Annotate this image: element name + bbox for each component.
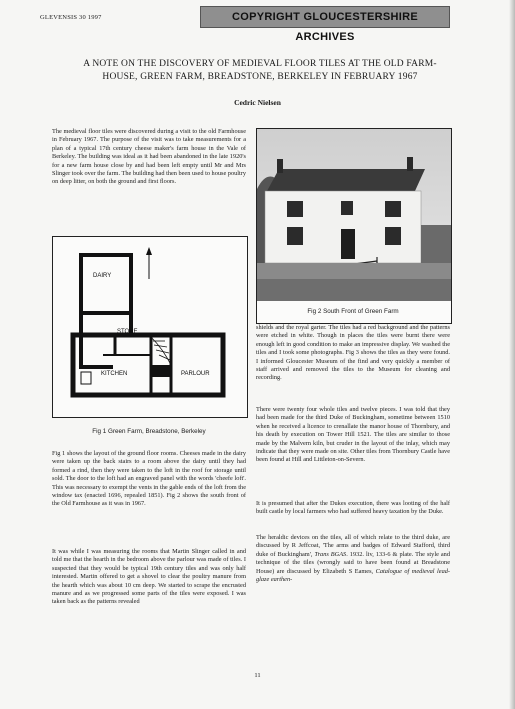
figure-2-box bbox=[256, 128, 452, 324]
right-paragraph-3: It is presumed that after the Dukes execution, there was looting of the half built castle by local farmers who had suffered heavy taxation by the Duke. bbox=[256, 500, 450, 516]
author-name: Cedric Nielsen bbox=[234, 98, 281, 107]
stair-symbol bbox=[151, 337, 171, 365]
journal-title: Trans BGAS bbox=[314, 550, 347, 558]
right-paragraph-2: There were twenty four whole tiles and twelve pieces. I was told that they had been made for the third Duke of Buckingham, sometime between 1510 when he received a licence to crenallate the manor house of Thornbury, and his death by execution on Tower Hill 1521. The tiles are similar to those made by the Malvern kiln, but cruder in the layout of the inlay, which may indicate that they were made on site. Other tiles from Thornbury Castle have been found at Hill and Littleton-on-Severn. bbox=[256, 406, 450, 464]
floor-plan-drawing bbox=[53, 237, 247, 417]
title-line-1: A NOTE ON THE DISCOVERY OF MEDIEVAL FLOOR TILES AT THE OLD FARM- bbox=[83, 59, 437, 69]
figure-2-caption: Fig 2 South Front of Green Farm bbox=[307, 308, 399, 315]
copyright-banner: COPYRIGHT GLOUCESTERSHIRE ARCHIVES bbox=[200, 6, 450, 28]
figure-1-box bbox=[52, 236, 248, 418]
label-store: STORE bbox=[117, 329, 138, 335]
figure-1-caption: Fig 1 Green Farm, Breadstone, Berkeley bbox=[92, 428, 206, 435]
farmhouse-photograph bbox=[257, 129, 451, 301]
left-paragraph-3: It was while I was measuring the rooms that Martin Slinger called in and told me that the hearth in the bedroom above the parlour was made of tiles. I suspected that they would be typical 19th century tiles and was only half interested. Martin offered to get a shovel to clear the poultry manure from the hearth which was about 10 cm deep. We started to scrape the encrusted manure and as we progressed some parts of the tiles were exposed. I was taken back as the patterns revealed bbox=[52, 548, 246, 606]
right-paragraph-4: The heraldic devices on the tiles, all of which relate to the third duke, are discussed by R Jeffcoat, 'The arms and badges of Edward Stafford, third duke of Buckingham', Trans BGAS. 1932. liv, 133-6 & plate. The style and technique of the tiles (wrongly said to have been found at Breadstone House) are discussed by Elizabeth S Eames, Catalogue of medieval lead-glaze earthen- bbox=[256, 534, 450, 584]
hearth-symbol bbox=[152, 365, 170, 377]
label-kitchen: KITCHEN bbox=[101, 371, 128, 377]
title-line-2: HOUSE, GREEN FARM, BREADSTONE, BERKELEY IN FEBRUARY 1967 bbox=[102, 72, 418, 82]
catalogue-title: Catalogue of medieval lead-glaze earthen- bbox=[256, 567, 450, 584]
page-number: 11 bbox=[254, 672, 261, 679]
label-parlour: PARLOUR bbox=[181, 371, 210, 377]
scan-edge-shadow bbox=[509, 0, 515, 709]
right-paragraph-1: shields and the royal garter. The tiles had a red background and the patterns were etched in white. Though in places the tiles were burnt there were enough left in good condition to make an impressive display. We washed the tiles and I took some photographs. Fig 3 shows the tiles as they were found. I informed Gloucester Museum of the find and very quickly a member of staff arrived and removed the tiles to the Museum for cleaning and recording. bbox=[256, 324, 450, 382]
running-head: GLEVENSIS 30 1997 bbox=[40, 14, 102, 21]
north-arrow-icon bbox=[146, 247, 152, 279]
left-paragraph-2: Fig 1 shows the layout of the ground floor rooms. Cheeses made in the dairy were taken up the back stairs to a room above the dairy until they had formed a rind, then they were taken to the loft in the roof for storage until sold. The door to the loft had an engraved panel with the words 'cheefe loft'. This was necessary to exempt the vents in the gable ends of the loft from the window tax (enacted 1696, repealed 1851). Fig 2 shows the south front of the Old Farmhouse as it was in 1967. bbox=[52, 450, 246, 508]
left-paragraph-1: The medieval floor tiles were discovered during a visit to the old Farmhouse in February 1967. The purpose of the visit was to take measurements for a plan of a typical 17th century cheese maker's farm house in the Vale of Berkeley. The building was ideal as it had been abandoned in the late 1920's for a new farm house close by and had been left empty until Mr and Mrs Slinger took over the farm. The building had then been used to house poultry on deep litter, on both the ground and first floors. bbox=[52, 128, 246, 186]
label-dairy: DAIRY bbox=[93, 273, 112, 279]
article-title bbox=[50, 58, 470, 84]
